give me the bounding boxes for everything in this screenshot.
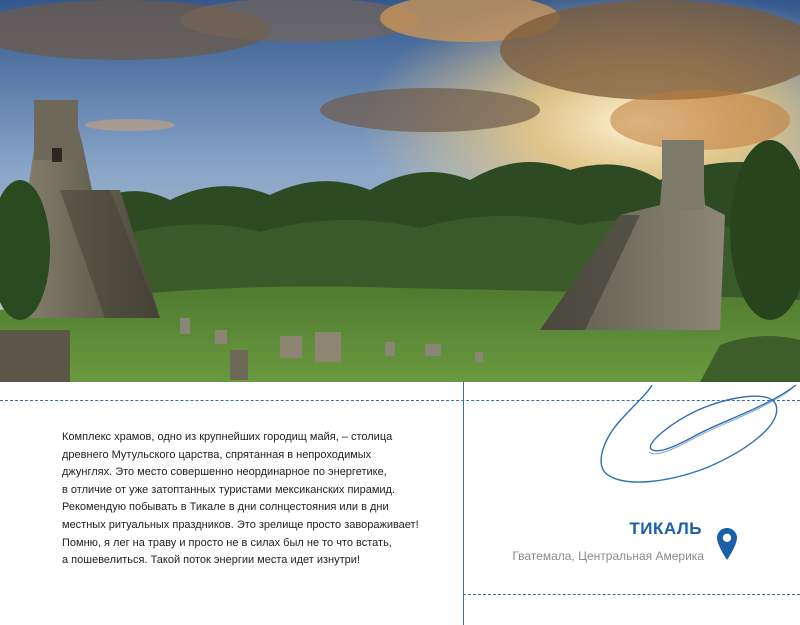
place-title: ТИКАЛЬ xyxy=(629,519,702,538)
story-paragraph xyxy=(62,429,442,570)
story-line: Рекомендую побывать в Тикале в дни солнцестояния или в дни xyxy=(62,501,389,514)
story-line: Помню, я лег на траву и просто не в силах был не то что встать, xyxy=(62,536,392,549)
place-subtitle: Гватемала, Центральная Америка xyxy=(512,549,704,563)
bottom-dashed-divider xyxy=(463,594,800,595)
story-line: в отличие от уже затоптанных туристами мексиканских пирамид. xyxy=(62,483,395,496)
story-line: Комплекс храмов, одно из крупнейших городищ майя, – столица xyxy=(62,431,393,443)
story-line: джунглях. Это место совершенно неординарное по энергетике, xyxy=(62,466,387,479)
story-line: а пошевелиться. Такой поток энергии места идет изнутри! xyxy=(62,554,360,567)
route-path-icon xyxy=(596,383,800,495)
vertical-divider xyxy=(463,382,464,625)
story-line: местных ритуальных праздников. Это зрелище просто завораживает! xyxy=(62,518,419,531)
story-line: древнего Мутульского царства, спрятанная в непроходимых xyxy=(62,448,372,461)
location-pin-icon xyxy=(716,527,738,561)
